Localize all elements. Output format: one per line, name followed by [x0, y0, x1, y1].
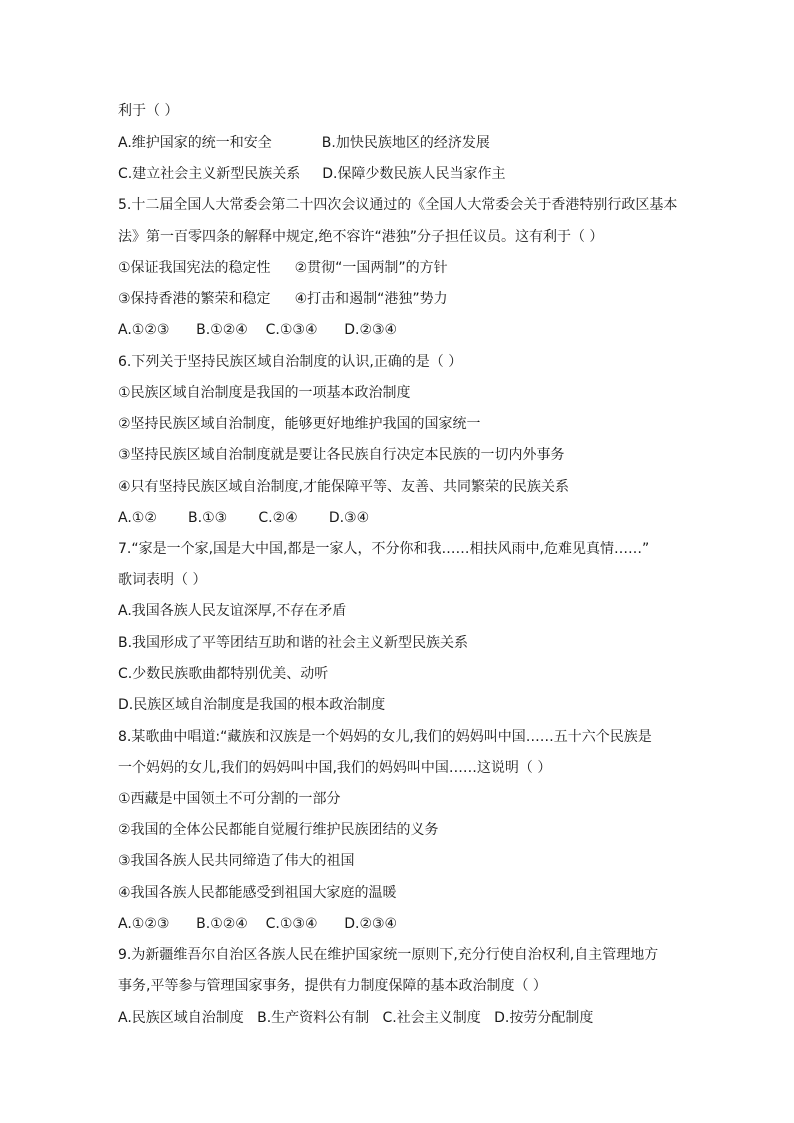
q8-item-3: ③我国各族人民共同缔造了伟大的祖国 — [118, 853, 355, 869]
q4-option-a: A.维护国家的统一和安全 — [118, 135, 272, 151]
q6-item-2: ②坚持民族区域自治制度，能够更好地维护我国的国家统一 — [118, 416, 481, 432]
q7-option-b: B.我国形成了平等团结互助和谐的社会主义新型民族关系 — [118, 635, 469, 651]
q5-items-row-1 — [118, 258, 688, 278]
q8-item-4: ④我国各族人民都能感受到祖国大家庭的温暖 — [118, 885, 397, 901]
q6-choices: A.①② B.①③ C.②④ D.③④ — [118, 510, 370, 526]
q5-choices: A.①②③ B.①②④ C.①③④ D.②③④ — [118, 322, 398, 338]
q7-stem-line-2: 歌词表明（ ） — [118, 572, 207, 588]
q4-option-c: C.建立社会主义新型民族关系 — [118, 166, 301, 182]
q5-items-row-2 — [118, 289, 688, 309]
q4-options-row-1 — [118, 133, 688, 153]
q9-stem-line-1: 9.为新疆维吾尔自治区各族人民在维护国家统一原则下,充分行使自治权利,自主管理地方 — [118, 947, 659, 963]
q9-choices: A.民族区域自治制度 B.生产资料公有制 C.社会主义制度 D.按劳分配制度 — [118, 1010, 594, 1026]
q6-item-4: ④只有坚持民族区域自治制度,才能保障平等、友善、共同繁荣的民族关系 — [118, 479, 569, 495]
q5-item-4: ④打击和遏制“港独”势力 — [294, 291, 448, 307]
q7-option-a: A.我国各族人民友谊深厚,不存在矛盾 — [118, 603, 347, 619]
q8-item-2: ②我国的全体公民都能自觉履行维护民族团结的义务 — [118, 822, 439, 838]
q8-item-1: ①西藏是中国领土不可分割的一部分 — [118, 791, 341, 807]
q7-stem-line-1: 7.“家是一个家,国是大中国,都是一家人，不分你和我……相扶风雨中,危难见真情……” — [118, 541, 650, 557]
q7-option-c: C.少数民族歌曲都特别优美、动听 — [118, 666, 329, 682]
q4-stem-tail: 利于（ ） — [118, 103, 179, 119]
q5-item-2: ②贯彻“一国两制”的方针 — [294, 260, 448, 276]
q4-options-row-2 — [118, 164, 688, 184]
q8-choices: A.①②③ B.①②④ C.①③④ D.②③④ — [118, 916, 398, 932]
q6-item-1: ①民族区域自治制度是我国的一项基本政治制度 — [118, 385, 411, 401]
q5-item-1: ①保证我国宪法的稳定性 — [118, 260, 271, 276]
q8-stem-line-1: 8.某歌曲中唱道:“藏族和汉族是一个妈妈的女儿,我们的妈妈叫中国……五十六个民族是 — [118, 729, 652, 745]
q7-option-d: D.民族区域自治制度是我国的根本政治制度 — [118, 697, 386, 713]
q6-stem: 6.下列关于坚持民族区域自治制度的认识,正确的是（ ） — [118, 354, 463, 370]
q5-item-3: ③保持香港的繁荣和稳定 — [118, 291, 271, 307]
q6-item-3: ③坚持民族区域自治制度就是要让各民族自行决定本民族的一切内外事务 — [118, 447, 565, 463]
q4-option-b: B.加快民族地区的经济发展 — [321, 135, 490, 151]
q4-option-d: D.保障少数民族人民当家作主 — [322, 166, 506, 182]
q5-stem-line-2: 法》第一百零四条的解释中规定,绝不容许“港独”分子担任议员。这有利于（ ） — [118, 229, 604, 245]
q9-stem-line-2: 事务,平等参与管理国家事务，提供有力制度保障的基本政治制度（ ） — [118, 978, 547, 994]
q5-stem-line-1: 5.十二届全国人大常委会第二十四次会议通过的《全国人大常委会关于香港特别行政区基本 — [118, 197, 678, 213]
q8-stem-line-2: 一个妈妈的女儿,我们的妈妈叫中国,我们的妈妈叫中国……这说明（ ） — [118, 760, 552, 776]
